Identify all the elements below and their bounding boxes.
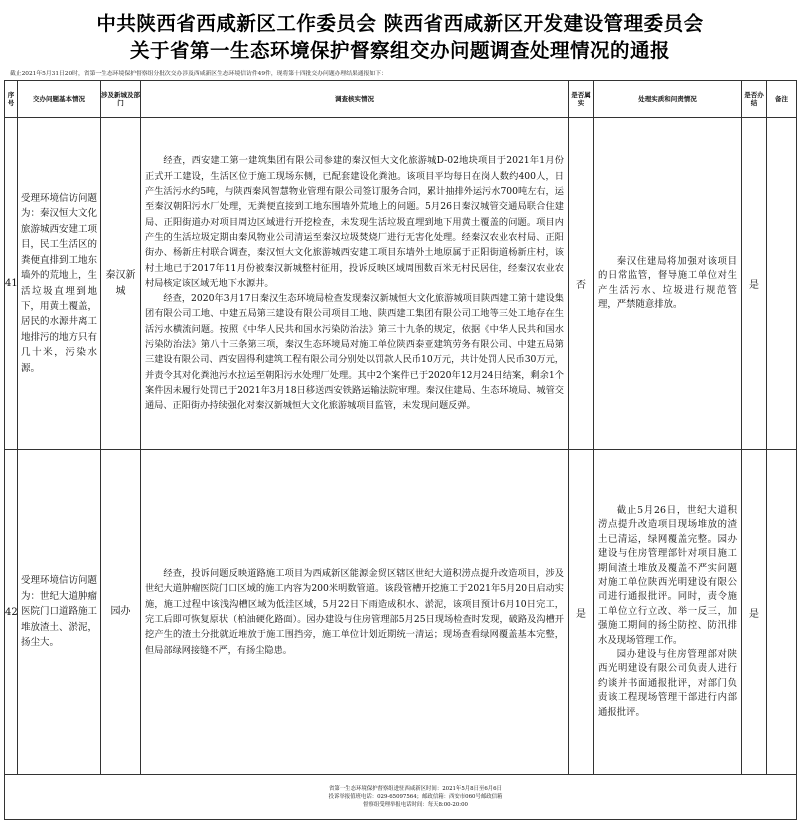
dept-cell: 秦汉新城	[101, 118, 141, 450]
remark-cell	[767, 118, 797, 450]
report-title-line2: 关于省第一生态环境保护督察组交办问题调查处理情况的通报	[129, 39, 670, 62]
closed-cell: 是	[742, 118, 767, 450]
action-paragraph: 秦汉住建局将加强对该项目的日常监管，督导施工单位对生产生活污水、垃圾进行规范管理，严禁随意排放。	[598, 255, 737, 310]
table-header-row	[5, 81, 797, 118]
footer-row	[5, 775, 797, 820]
investigation-paragraph: 经查，2020年3月17日秦汉生态环境局检查发现秦汉新城恒大文化旅游城项目陕西建工第十建设集团有限公司工地、中建五局第三建设有限公司项目工地、陕西建工集团有限公司工地等三处工地存在生活污水横流问题。按照《中华人民共和国水污染防治法》第三十九条的规定，依据《中华人民共和国水污染防治法》第八十三条第三项，秦汉生态环境局对施工单位陕西泰亚建筑劳务有限公司、中建五局第三建设有限公司、西安固得利建筑工程有限公司分别处以罚款人民币10万元，共计处罚人民币30万元，并责令其对化粪池污水拉运至朝阳污水处理厂处理。其中2个案件已于2020年12月24日结案，剩余1个案件因未履行处罚已于2021年3月18日移送西安铁路运输法院审理。秦汉住建局、生态环境局、城管交通局、正阳街办持续强化对秦汉新城恒大文化旅游城项目监管，未发现问题反弹。	[145, 293, 564, 412]
row-number: 42	[5, 450, 18, 775]
footer-line: 投诉举报值班电话：029-65097564；邮政信箱：西安市060号邮政信箱	[328, 794, 503, 800]
investigation-paragraph: 经查，投诉问题反映道路施工项目为西咸新区能源金贸区辖区世纪大道积涝点提升改造项目，涉及世纪大道肿瘤医院门口区域的施工内容为200米明数管道。该段管槽开挖施工于2021年5月20日启动实施，施工过程中该浅沟槽区域为低洼区域，5月22日下雨造成积水、淤泥，该项目预计6月10日完工，完工后即可恢复原状（柏油硬化路面）。园办建设与住房管理部5月25日现场检查时发现，破路及沟槽开挖产生的渣土分批就近堆放于施工围挡旁，施工单位计划近期统一清运；现场查看绿网覆盖基本完整，但局部绿网接缝不严，有扬尘隐患。	[145, 568, 564, 656]
row-number: 41	[5, 118, 18, 450]
intro-note: 截止2021年5月31日20时，省第一生态环境保护督察组分批次交办涉及西咸新区生态环境信访件49件，现将第十四批交办问题办理结果通报如下：	[10, 71, 387, 77]
investigation-cell	[141, 118, 569, 450]
col-header-investigation: 调查核实情况	[141, 81, 569, 118]
report-title-line1: 中共陕西省西咸新区工作委员会 陕西省西咸新区开发建设管理委员会	[96, 12, 704, 35]
footer-cell	[5, 775, 797, 820]
col-header-issue: 交办问题基本情况	[18, 81, 101, 118]
footer-line: 省第一生态环境保护督察组进驻西咸新区时间：2021年5月8日至6月6日	[329, 786, 502, 792]
col-header-dept: 涉及新城及部门	[101, 81, 141, 118]
investigation-paragraph: 经查，西安建工第一建筑集团有限公司参建的秦汉恒大文化旅游城D-02地块项目于2021年1月份正式开工建设，生活区位于施工现场东侧，已配套建设化粪池。该项目平均每日在岗人数约400人，日产生活污水约5吨，与陕西秦风智慧物业管理有限公司签订服务合同，累计抽排外运污水700吨左右，运至秦汉朝阳污水厂处理，无粪便直接到工地东围墙外荒地上的问题。5月26日秦汉城管交通局联合住建局、正阳街道办对项目周边区域进行开挖检查，未发现生活垃圾直埋到地下用黄土覆盖的问题。项目内产生的生活垃圾定期由秦风物业公司清运至秦汉垃圾焚烧厂进行无害化处理。经秦汉农业农村局、正阳街办、杨新庄村联合调查，秦汉恒大文化旅游城西安建工项目东墙外土地原属于正阳街道杨新庄村，该村土地已于2017年11月份被秦汉新城整村征用，投诉反映区域周围数百米无村民居住，经秦汉农业农村局核定该区域无地下水源井。	[145, 155, 564, 289]
action-cell	[594, 450, 742, 775]
investigation-cell	[141, 450, 569, 775]
action-cell	[594, 118, 742, 450]
col-header-action: 处理实质和问责情况	[594, 81, 742, 118]
issue-cell: 受理环境信访问题为：世纪大道肿瘤医院门口道路施工堆放渣土、淤泥，扬尘大。	[18, 450, 101, 775]
dept-cell: 园办	[101, 450, 141, 775]
remark-cell	[767, 450, 797, 775]
verified-cell: 是	[569, 450, 594, 775]
col-header-verified: 是否属实	[569, 81, 594, 118]
report-table	[4, 80, 797, 820]
action-paragraph: 截止5月26日，世纪大道积涝点提升改造项目现场堆放的渣土已清运，绿网覆盖完整。园办建设与住房管理部针对项目施工期间渣土堆放及覆盖不严实问题对施工单位陕西光明建设有限公司进行通报批评。同时，责令施工单位立行立改、举一反三，加强施工期间的扬尘防控、防汛排水及现场管理工作。	[598, 504, 737, 646]
action-paragraph: 园办建设与住房管理部对陕西光明建设有限公司负责人进行约谈并书面通报批评，对部门负责该工程现场管理干部进行内部通报批评。	[598, 649, 737, 718]
col-header-no: 序号	[5, 81, 18, 118]
col-header-closed: 是否办结	[742, 81, 767, 118]
col-header-remark: 备注	[767, 81, 797, 118]
footer-line: 督察组受理举报电话时间：每天8:00-20:00	[363, 802, 468, 808]
verified-cell: 否	[569, 118, 594, 450]
issue-cell: 受理环境信访问题为：秦汉恒大文化旅游城西安建工项目，民工生活区的粪便直排到工地东墙外的荒地上，生活垃圾直埋到地下，用黄土覆盖，居民的水源井离工地排污的地方只有几十米，污染水源。	[18, 118, 101, 450]
table-row	[5, 450, 797, 775]
table-row	[5, 118, 797, 450]
closed-cell: 是	[742, 450, 767, 775]
